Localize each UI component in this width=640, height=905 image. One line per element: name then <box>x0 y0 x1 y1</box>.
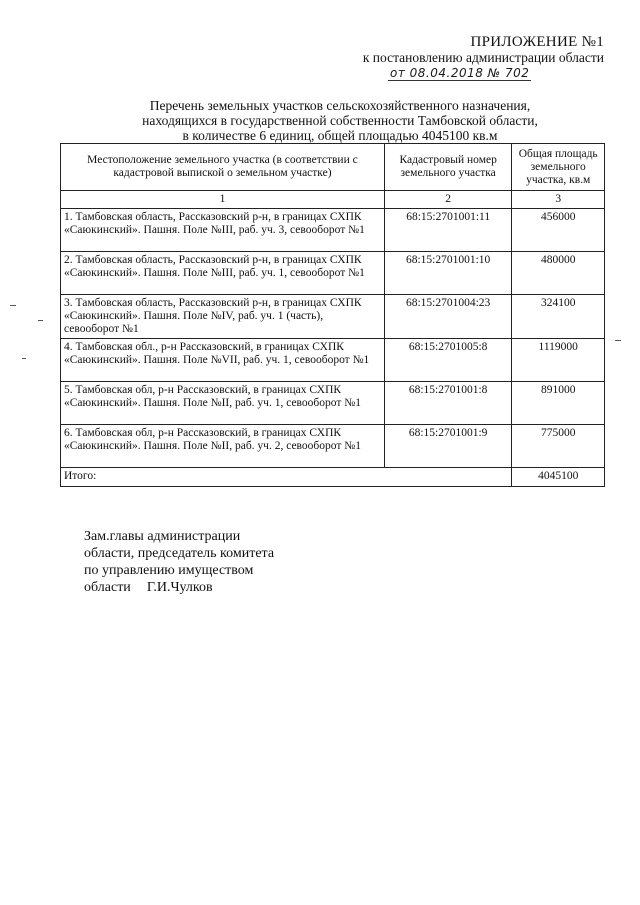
margin-scan-mark <box>38 320 43 321</box>
signature-area-word: области <box>84 580 131 595</box>
plot-cadastral-number: 68:15:2701001:10 <box>384 252 512 295</box>
plot-location: 5. Тамбовская обл, р-н Рассказовский, в границах СХПК «Саюкинский». Пашня. Поле №II, раб. уч. 1, севооборот №1 <box>61 382 385 425</box>
table-row <box>61 382 605 425</box>
plot-location: 2. Тамбовская область, Рассказовский р-н, в границах СХПК «Саюкинский». Пашня. Поле №III, раб. уч. 1, севооборот №1 <box>61 252 385 295</box>
plot-location: 1. Тамбовская область, Рассказовский р-н, в границах СХПК «Саюкинский». Пашня. Поле №III, раб. уч. 3, севооборот №1 <box>61 209 385 252</box>
land-plots-table <box>60 143 605 487</box>
plot-location: 6. Тамбовская обл, р-н Рассказовский, в границах СХПК «Саюкинский». Пашня. Поле №II, раб. уч. 2, севооборот №1 <box>61 425 385 468</box>
heading-line-2: находящихся в государственной собственности Тамбовской области, <box>142 113 538 128</box>
table-row <box>61 209 605 252</box>
signatory-name: Г.И.Чулков <box>146 580 213 595</box>
table-row <box>61 295 605 339</box>
signature-block <box>84 528 274 596</box>
plot-area: 775000 <box>512 425 605 468</box>
table-row <box>61 425 605 468</box>
plot-location: 4. Тамбовская обл., р-н Рассказовский, в границах СХПК «Саюкинский». Пашня. Поле №VII, раб. уч. 1, севооборот №1 <box>61 339 385 382</box>
column-header-cadastral: Кадастровый номер земельного участка <box>384 144 512 191</box>
table-total-row <box>61 468 605 487</box>
column-number: 1 <box>61 191 385 209</box>
signature-line-1: Зам.главы администрации <box>84 529 241 544</box>
total-area: 4045100 <box>512 468 605 487</box>
document-heading <box>90 98 590 143</box>
appendix-subtitle: к постановлению администрации области <box>362 50 604 65</box>
margin-scan-mark <box>10 305 16 306</box>
plot-location: 3. Тамбовская область, Рассказовский р-н, в границах СХПК «Саюкинский». Пашня. Поле №IV, раб. уч. 1 (часть), севооборот №1 <box>61 295 385 339</box>
heading-line-3: в количестве 6 единиц, общей площадью 4045100 кв.м <box>182 128 498 143</box>
signature-line-3: по управлению имуществом <box>84 563 254 578</box>
plot-cadastral-number: 68:15:2701001:9 <box>384 425 512 468</box>
margin-scan-mark <box>22 358 26 359</box>
signature-line-2: области, председатель комитета <box>84 546 275 561</box>
plot-area: 324100 <box>512 295 605 339</box>
column-number: 3 <box>512 191 605 209</box>
plot-area: 480000 <box>512 252 605 295</box>
plot-cadastral-number: 68:15:2701001:8 <box>384 382 512 425</box>
plot-cadastral-number: 68:15:2701004:23 <box>384 295 512 339</box>
handwritten-date-text: от 08.04.2018 № 702 <box>390 66 530 80</box>
plot-cadastral-number: 68:15:2701001:11 <box>384 209 512 252</box>
table-row <box>61 339 605 382</box>
total-label: Итого: <box>61 468 512 487</box>
column-number-row <box>61 191 605 209</box>
column-number: 2 <box>384 191 512 209</box>
heading-line-1: Перечень земельных участков сельскохозяйственного назначения, <box>149 98 531 113</box>
plot-area: 1119000 <box>512 339 605 382</box>
plot-cadastral-number: 68:15:2701005:8 <box>384 339 512 382</box>
column-header-location: Местоположение земельного участка (в соответствии с кадастровой выпиской о земельном участке) <box>61 144 385 191</box>
table-header-row <box>61 144 605 191</box>
column-header-area: Общая площадь земельного участка, кв.м <box>512 144 605 191</box>
plot-area: 456000 <box>512 209 605 252</box>
appendix-title: ПРИЛОЖЕНИЕ №1 <box>470 34 604 50</box>
table-row <box>61 252 605 295</box>
signature-line-4 <box>84 579 274 596</box>
margin-scan-mark <box>615 340 621 341</box>
plot-area: 891000 <box>512 382 605 425</box>
handwritten-date-number <box>388 66 531 81</box>
